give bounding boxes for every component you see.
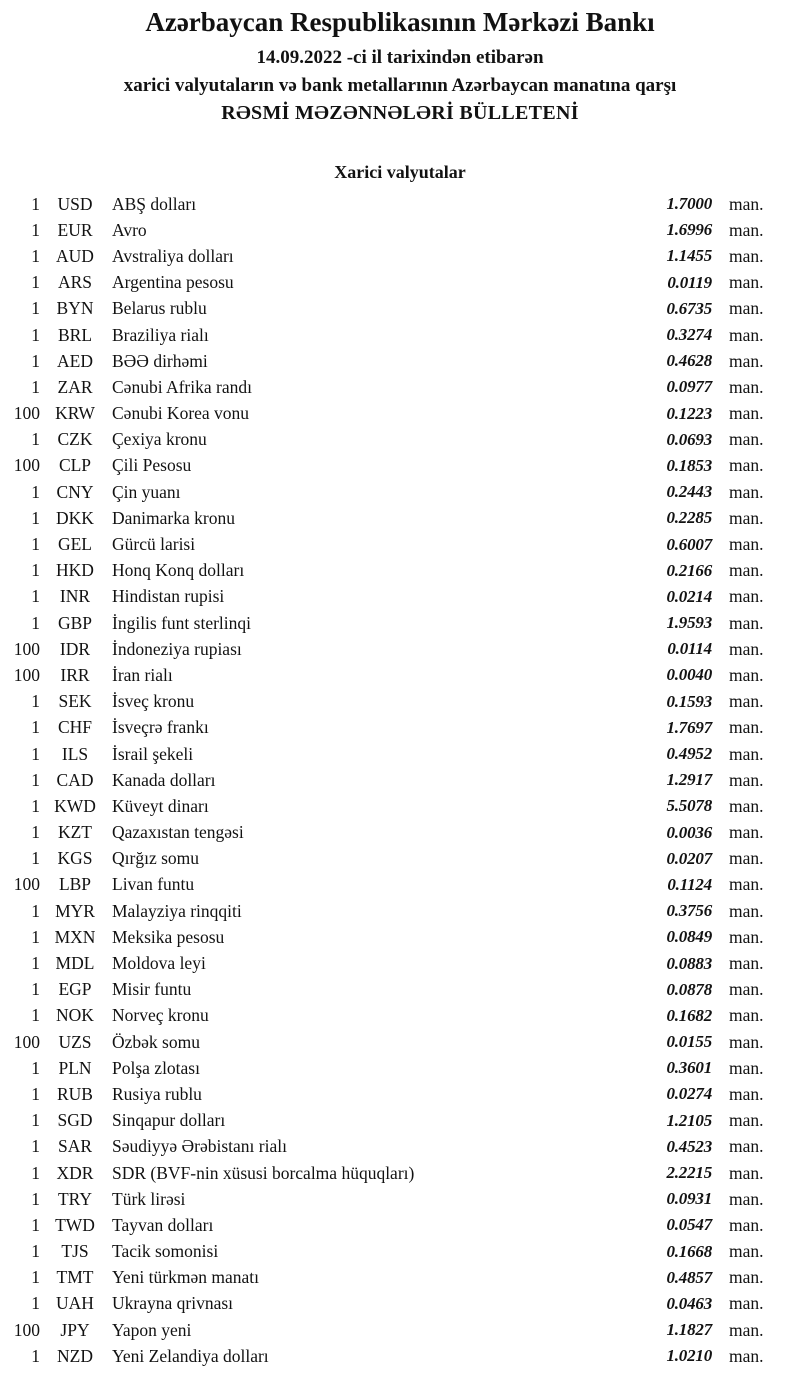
rate-qty: 1	[31, 219, 40, 240]
rate-row	[0, 479, 800, 505]
rate-unit: man.	[729, 1214, 764, 1235]
rate-value: 0.0040	[666, 665, 712, 685]
rate-row	[0, 1186, 800, 1212]
rate-qty: 1	[31, 534, 40, 555]
rate-row	[0, 689, 800, 715]
rate-row	[0, 977, 800, 1003]
rate-code: LBP	[58, 874, 92, 895]
rate-code: MDL	[55, 953, 95, 974]
rate-name: İsrail şekeli	[112, 743, 194, 764]
rate-row	[0, 1239, 800, 1265]
rate-qty: 100	[13, 874, 40, 895]
rate-unit: man.	[729, 193, 764, 214]
rate-unit: man.	[729, 560, 764, 581]
rate-code: EUR	[57, 219, 93, 240]
rate-unit: man.	[729, 350, 764, 371]
rate-code: UAH	[56, 1293, 94, 1314]
rate-qty: 1	[31, 298, 40, 319]
rate-row	[0, 820, 800, 846]
rate-value: 0.0693	[666, 429, 712, 449]
rate-name: Avro	[112, 219, 147, 240]
rate-value: 0.0114	[667, 639, 712, 659]
rate-unit: man.	[729, 1005, 764, 1026]
rate-qty: 1	[31, 481, 40, 502]
rate-code: CNY	[56, 481, 94, 502]
rate-unit: man.	[729, 743, 764, 764]
rate-qty: 1	[31, 612, 40, 633]
rate-qty: 1	[31, 586, 40, 607]
rate-unit: man.	[729, 612, 764, 633]
rate-unit: man.	[729, 1267, 764, 1288]
rate-unit: man.	[729, 1031, 764, 1052]
rate-qty: 1	[31, 272, 40, 293]
rate-row	[0, 1265, 800, 1291]
rate-qty: 1	[31, 1214, 40, 1235]
rate-value: 0.0463	[666, 1293, 712, 1313]
rate-value: 0.0036	[666, 822, 712, 842]
rate-name: Hindistan rupisi	[112, 586, 225, 607]
rate-qty: 1	[31, 1188, 40, 1209]
rate-qty: 1	[31, 1136, 40, 1157]
bulletin-header	[0, 0, 800, 125]
rate-qty: 100	[13, 1031, 40, 1052]
rate-qty: 100	[13, 664, 40, 685]
rate-name: Cənubi Korea vonu	[112, 403, 250, 424]
rate-qty: 1	[31, 1241, 40, 1262]
rate-name: ABŞ dolları	[112, 193, 197, 214]
rate-qty: 1	[31, 350, 40, 371]
rate-name: Sinqapur dolları	[112, 1110, 226, 1131]
rate-value: 0.2285	[666, 508, 712, 528]
rate-row	[0, 1212, 800, 1238]
rate-qty: 1	[31, 769, 40, 790]
rate-unit: man.	[729, 1057, 764, 1078]
rate-qty: 1	[31, 822, 40, 843]
rate-qty: 1	[31, 1110, 40, 1131]
rate-value: 1.7697	[666, 717, 712, 737]
rate-unit: man.	[729, 1345, 764, 1366]
rate-qty: 1	[31, 1345, 40, 1366]
rate-code: INR	[59, 586, 91, 607]
rate-row	[0, 1343, 800, 1369]
rate-row	[0, 243, 800, 269]
rate-code: NZD	[57, 1345, 93, 1366]
rate-qty: 1	[31, 1162, 40, 1183]
rate-qty: 1	[31, 1267, 40, 1288]
rate-name: İngilis funt sterlinqi	[112, 612, 252, 633]
rate-name: SDR (BVF-nin xüsusi borcalma hüquqları)	[112, 1162, 415, 1183]
rate-unit: man.	[729, 534, 764, 555]
rate-unit: man.	[729, 638, 764, 659]
rate-qty: 1	[31, 193, 40, 214]
rate-code: IDR	[59, 638, 91, 659]
rate-value: 5.5078	[666, 796, 712, 816]
rate-code: USD	[57, 193, 93, 214]
rate-row	[0, 793, 800, 819]
rate-unit: man.	[729, 1083, 764, 1104]
rate-code: NOK	[56, 1005, 94, 1026]
rate-name: Meksika pesosu	[112, 926, 225, 947]
rate-name: İran rialı	[112, 664, 173, 685]
rate-name: Norveç kronu	[112, 1005, 209, 1026]
rate-value: 0.0931	[666, 1189, 712, 1209]
rate-value: 1.9593	[666, 613, 712, 633]
rate-value: 2.2215	[666, 1163, 712, 1183]
rate-code: ARS	[57, 272, 93, 293]
rate-code: AUD	[56, 245, 94, 266]
rate-value: 0.0878	[666, 979, 712, 999]
rate-code: BRL	[57, 324, 93, 345]
rate-name: Qırğız somu	[112, 848, 200, 869]
rate-name: Livan funtu	[112, 874, 195, 895]
rate-row	[0, 767, 800, 793]
rate-name: Rusiya rublu	[112, 1083, 202, 1104]
rate-code: AED	[57, 350, 93, 371]
rate-row	[0, 348, 800, 374]
rate-value: 0.4523	[666, 1136, 712, 1156]
rate-value: 0.0849	[666, 927, 712, 947]
rate-name: İsveç kronu	[112, 691, 195, 712]
rate-row	[0, 217, 800, 243]
rate-qty: 1	[31, 848, 40, 869]
rate-row	[0, 191, 800, 217]
rate-value: 0.0547	[666, 1215, 712, 1235]
rate-code: IRR	[60, 664, 90, 685]
rate-code: CHF	[57, 717, 93, 738]
rate-unit: man.	[729, 507, 764, 528]
rate-value: 0.3274	[666, 325, 712, 345]
rate-qty: 100	[13, 403, 40, 424]
rate-unit: man.	[729, 376, 764, 397]
rate-code: XDR	[56, 1162, 94, 1183]
rate-row	[0, 584, 800, 610]
rate-name: Çin yuanı	[112, 481, 181, 502]
rate-qty: 1	[31, 795, 40, 816]
rate-name: Yeni türkmən manatı	[112, 1267, 259, 1288]
rate-name: Belarus rublu	[112, 298, 207, 319]
rate-value: 0.4628	[666, 351, 712, 371]
rate-value: 0.0119	[667, 272, 712, 292]
rate-name: Cənubi Afrika randı	[112, 376, 252, 397]
bulletin-title: RƏSMİ MƏZƏNNƏLƏRİ BÜLLETENİ	[221, 102, 579, 124]
rate-value: 1.1455	[666, 246, 712, 266]
rate-code: UZS	[58, 1031, 92, 1052]
rate-name: Ukrayna qrivnası	[112, 1293, 234, 1314]
rate-qty: 1	[31, 979, 40, 1000]
rate-value: 0.0214	[666, 586, 712, 606]
rate-row	[0, 453, 800, 479]
rate-unit: man.	[729, 795, 764, 816]
rate-code: DKK	[56, 507, 94, 528]
rate-name: Misir funtu	[112, 979, 192, 1000]
rate-row	[0, 558, 800, 584]
rate-value: 0.0207	[666, 848, 712, 868]
rate-row	[0, 505, 800, 531]
rate-value: 1.2917	[666, 770, 712, 790]
rates-table	[0, 191, 800, 1369]
rate-row	[0, 1081, 800, 1107]
rate-code: KZT	[57, 822, 93, 843]
rate-code: RUB	[57, 1083, 93, 1104]
rate-code: TRY	[57, 1188, 93, 1209]
rate-row	[0, 427, 800, 453]
rate-unit: man.	[729, 900, 764, 921]
rate-name: Moldova leyi	[112, 953, 206, 974]
rate-code: ILS	[61, 743, 89, 764]
rate-unit: man.	[729, 926, 764, 947]
rate-code: CLP	[58, 455, 92, 476]
rate-unit: man.	[729, 403, 764, 424]
rate-value: 0.3601	[666, 1058, 712, 1078]
rate-row	[0, 1291, 800, 1317]
rate-code: TMT	[56, 1267, 94, 1288]
rate-unit: man.	[729, 245, 764, 266]
rate-row	[0, 1134, 800, 1160]
rate-code: PLN	[58, 1057, 92, 1078]
rate-value: 0.6735	[666, 298, 712, 318]
rate-qty: 1	[31, 1005, 40, 1026]
rate-name: Çili Pesosu	[112, 455, 192, 476]
rate-qty: 1	[31, 376, 40, 397]
rate-value: 1.1827	[666, 1320, 712, 1340]
rate-row	[0, 322, 800, 348]
rate-value: 1.0210	[666, 1346, 712, 1366]
rate-unit: man.	[729, 429, 764, 450]
rate-value: 0.1853	[666, 455, 712, 475]
rate-code: KWD	[54, 795, 96, 816]
rate-qty: 1	[31, 245, 40, 266]
rate-value: 1.6996	[666, 220, 712, 240]
rate-name: Danimarka kronu	[112, 507, 235, 528]
section-title-foreign-currencies: Xarici valyutalar	[334, 162, 466, 182]
rate-value: 0.2443	[666, 482, 712, 502]
rate-unit: man.	[729, 272, 764, 293]
rate-code: HKD	[56, 560, 94, 581]
bulletin-subtitle: xarici valyutaların və bank metallarının Azərbaycan manatına qarşı	[123, 75, 677, 96]
effective-date-line: 14.09.2022 -ci il tarixindən etibarən	[256, 47, 544, 68]
rate-name: Honq Konq dolları	[112, 560, 245, 581]
rate-name: Küveyt dinarı	[112, 795, 209, 816]
rate-row	[0, 1055, 800, 1081]
rate-value: 0.3756	[666, 901, 712, 921]
rate-unit: man.	[729, 1110, 764, 1131]
rate-code: GBP	[57, 612, 93, 633]
rate-name: Çexiya kronu	[112, 429, 207, 450]
rate-row	[0, 1003, 800, 1029]
rate-name: İsveçrə frankı	[112, 717, 209, 738]
rate-qty: 1	[31, 560, 40, 581]
rate-value: 0.1668	[666, 1241, 712, 1261]
rate-unit: man.	[729, 717, 764, 738]
rate-row	[0, 270, 800, 296]
rate-code: MXN	[54, 926, 96, 947]
rate-name: Yeni Zelandiya dolları	[112, 1345, 269, 1366]
rate-row	[0, 741, 800, 767]
rate-qty: 1	[31, 953, 40, 974]
rate-code: CZK	[57, 429, 93, 450]
rate-name: Malayziya rinqqiti	[112, 900, 242, 921]
rate-value: 1.2105	[666, 1110, 712, 1130]
rate-name: Avstraliya dolları	[112, 245, 234, 266]
rate-code: TWD	[55, 1214, 95, 1235]
rate-name: Braziliya rialı	[112, 324, 209, 345]
rate-qty: 1	[31, 324, 40, 345]
rate-qty: 100	[13, 638, 40, 659]
rate-row	[0, 1317, 800, 1343]
rate-qty: 100	[13, 455, 40, 476]
rate-value: 0.4952	[666, 744, 712, 764]
rate-row	[0, 898, 800, 924]
rate-row	[0, 374, 800, 400]
rate-row	[0, 1108, 800, 1134]
rate-row	[0, 296, 800, 322]
rate-row	[0, 924, 800, 950]
rate-qty: 1	[31, 900, 40, 921]
rate-row	[0, 662, 800, 688]
rate-code: KRW	[55, 403, 95, 424]
rate-row	[0, 950, 800, 976]
rate-name: Tayvan dolları	[112, 1214, 214, 1235]
rate-code: GEL	[57, 534, 93, 555]
rate-value: 0.2166	[666, 560, 712, 580]
rate-name: Argentina pesosu	[112, 272, 234, 293]
rate-unit: man.	[729, 848, 764, 869]
rate-value: 0.0155	[666, 1032, 712, 1052]
rate-unit: man.	[729, 874, 764, 895]
rate-name: BƏƏ dirhəmi	[112, 350, 208, 371]
rate-value: 0.1223	[666, 403, 712, 423]
rate-value: 0.4857	[666, 1267, 712, 1287]
rate-name: Qazaxıstan tengəsi	[112, 822, 244, 843]
rate-qty: 1	[31, 429, 40, 450]
rate-code: ZAR	[57, 376, 93, 397]
rate-name: Səudiyyə Ərəbistanı rialı	[112, 1136, 287, 1157]
rate-value: 0.0883	[666, 953, 712, 973]
rate-code: SAR	[57, 1136, 93, 1157]
rate-unit: man.	[729, 1241, 764, 1262]
rate-value: 0.6007	[666, 534, 712, 554]
rate-value: 0.0274	[666, 1084, 712, 1104]
rate-unit: man.	[729, 1188, 764, 1209]
rate-unit: man.	[729, 324, 764, 345]
rate-row	[0, 715, 800, 741]
rate-unit: man.	[729, 1293, 764, 1314]
rate-unit: man.	[729, 455, 764, 476]
rate-code: TJS	[61, 1241, 89, 1262]
rate-value: 0.1682	[666, 1005, 712, 1025]
rate-row	[0, 401, 800, 427]
rate-unit: man.	[729, 953, 764, 974]
rate-row	[0, 531, 800, 557]
rate-value: 1.7000	[666, 194, 712, 214]
rate-qty: 1	[31, 717, 40, 738]
rate-qty: 1	[31, 1293, 40, 1314]
rate-unit: man.	[729, 1136, 764, 1157]
rate-row	[0, 636, 800, 662]
rate-unit: man.	[729, 586, 764, 607]
rate-unit: man.	[729, 664, 764, 685]
rate-code: EGP	[58, 979, 92, 1000]
rate-unit: man.	[729, 1162, 764, 1183]
rate-name: Polşa zlotası	[112, 1057, 200, 1078]
rate-name: İndoneziya rupiası	[112, 638, 242, 659]
rate-unit: man.	[729, 481, 764, 502]
rate-code: SEK	[58, 691, 92, 712]
rate-unit: man.	[729, 979, 764, 1000]
rate-code: JPY	[60, 1319, 90, 1340]
rate-unit: man.	[729, 691, 764, 712]
rate-qty: 1	[31, 507, 40, 528]
rate-unit: man.	[729, 298, 764, 319]
rate-value: 0.0977	[666, 377, 712, 397]
rate-name: Yapon yeni	[112, 1319, 192, 1340]
rate-code: SGD	[57, 1110, 93, 1131]
rate-row	[0, 1029, 800, 1055]
rate-value: 0.1124	[667, 874, 712, 894]
rate-row	[0, 610, 800, 636]
rate-qty: 1	[31, 1057, 40, 1078]
rate-unit: man.	[729, 219, 764, 240]
rate-name: Tacik somonisi	[112, 1241, 219, 1262]
rate-row	[0, 1160, 800, 1186]
rate-qty: 1	[31, 926, 40, 947]
rate-row	[0, 872, 800, 898]
rate-value: 0.1593	[666, 691, 712, 711]
rate-unit: man.	[729, 769, 764, 790]
rate-code: MYR	[55, 900, 95, 921]
rate-name: Özbək somu	[112, 1031, 200, 1052]
rate-code: CAD	[56, 769, 94, 790]
rate-qty: 100	[13, 1319, 40, 1340]
rate-name: Türk lirəsi	[112, 1188, 186, 1209]
rate-qty: 1	[31, 691, 40, 712]
rate-qty: 1	[31, 743, 40, 764]
rate-code: KGS	[57, 848, 93, 869]
rate-name: Kanada dolları	[112, 769, 216, 790]
rate-name: Gürcü larisi	[112, 534, 196, 555]
rate-unit: man.	[729, 1319, 764, 1340]
rate-code: BYN	[56, 298, 94, 319]
rate-unit: man.	[729, 822, 764, 843]
bank-name-title: Azərbaycan Respublikasının Mərkəzi Bankı	[145, 7, 655, 37]
rate-row	[0, 846, 800, 872]
rate-qty: 1	[31, 1083, 40, 1104]
